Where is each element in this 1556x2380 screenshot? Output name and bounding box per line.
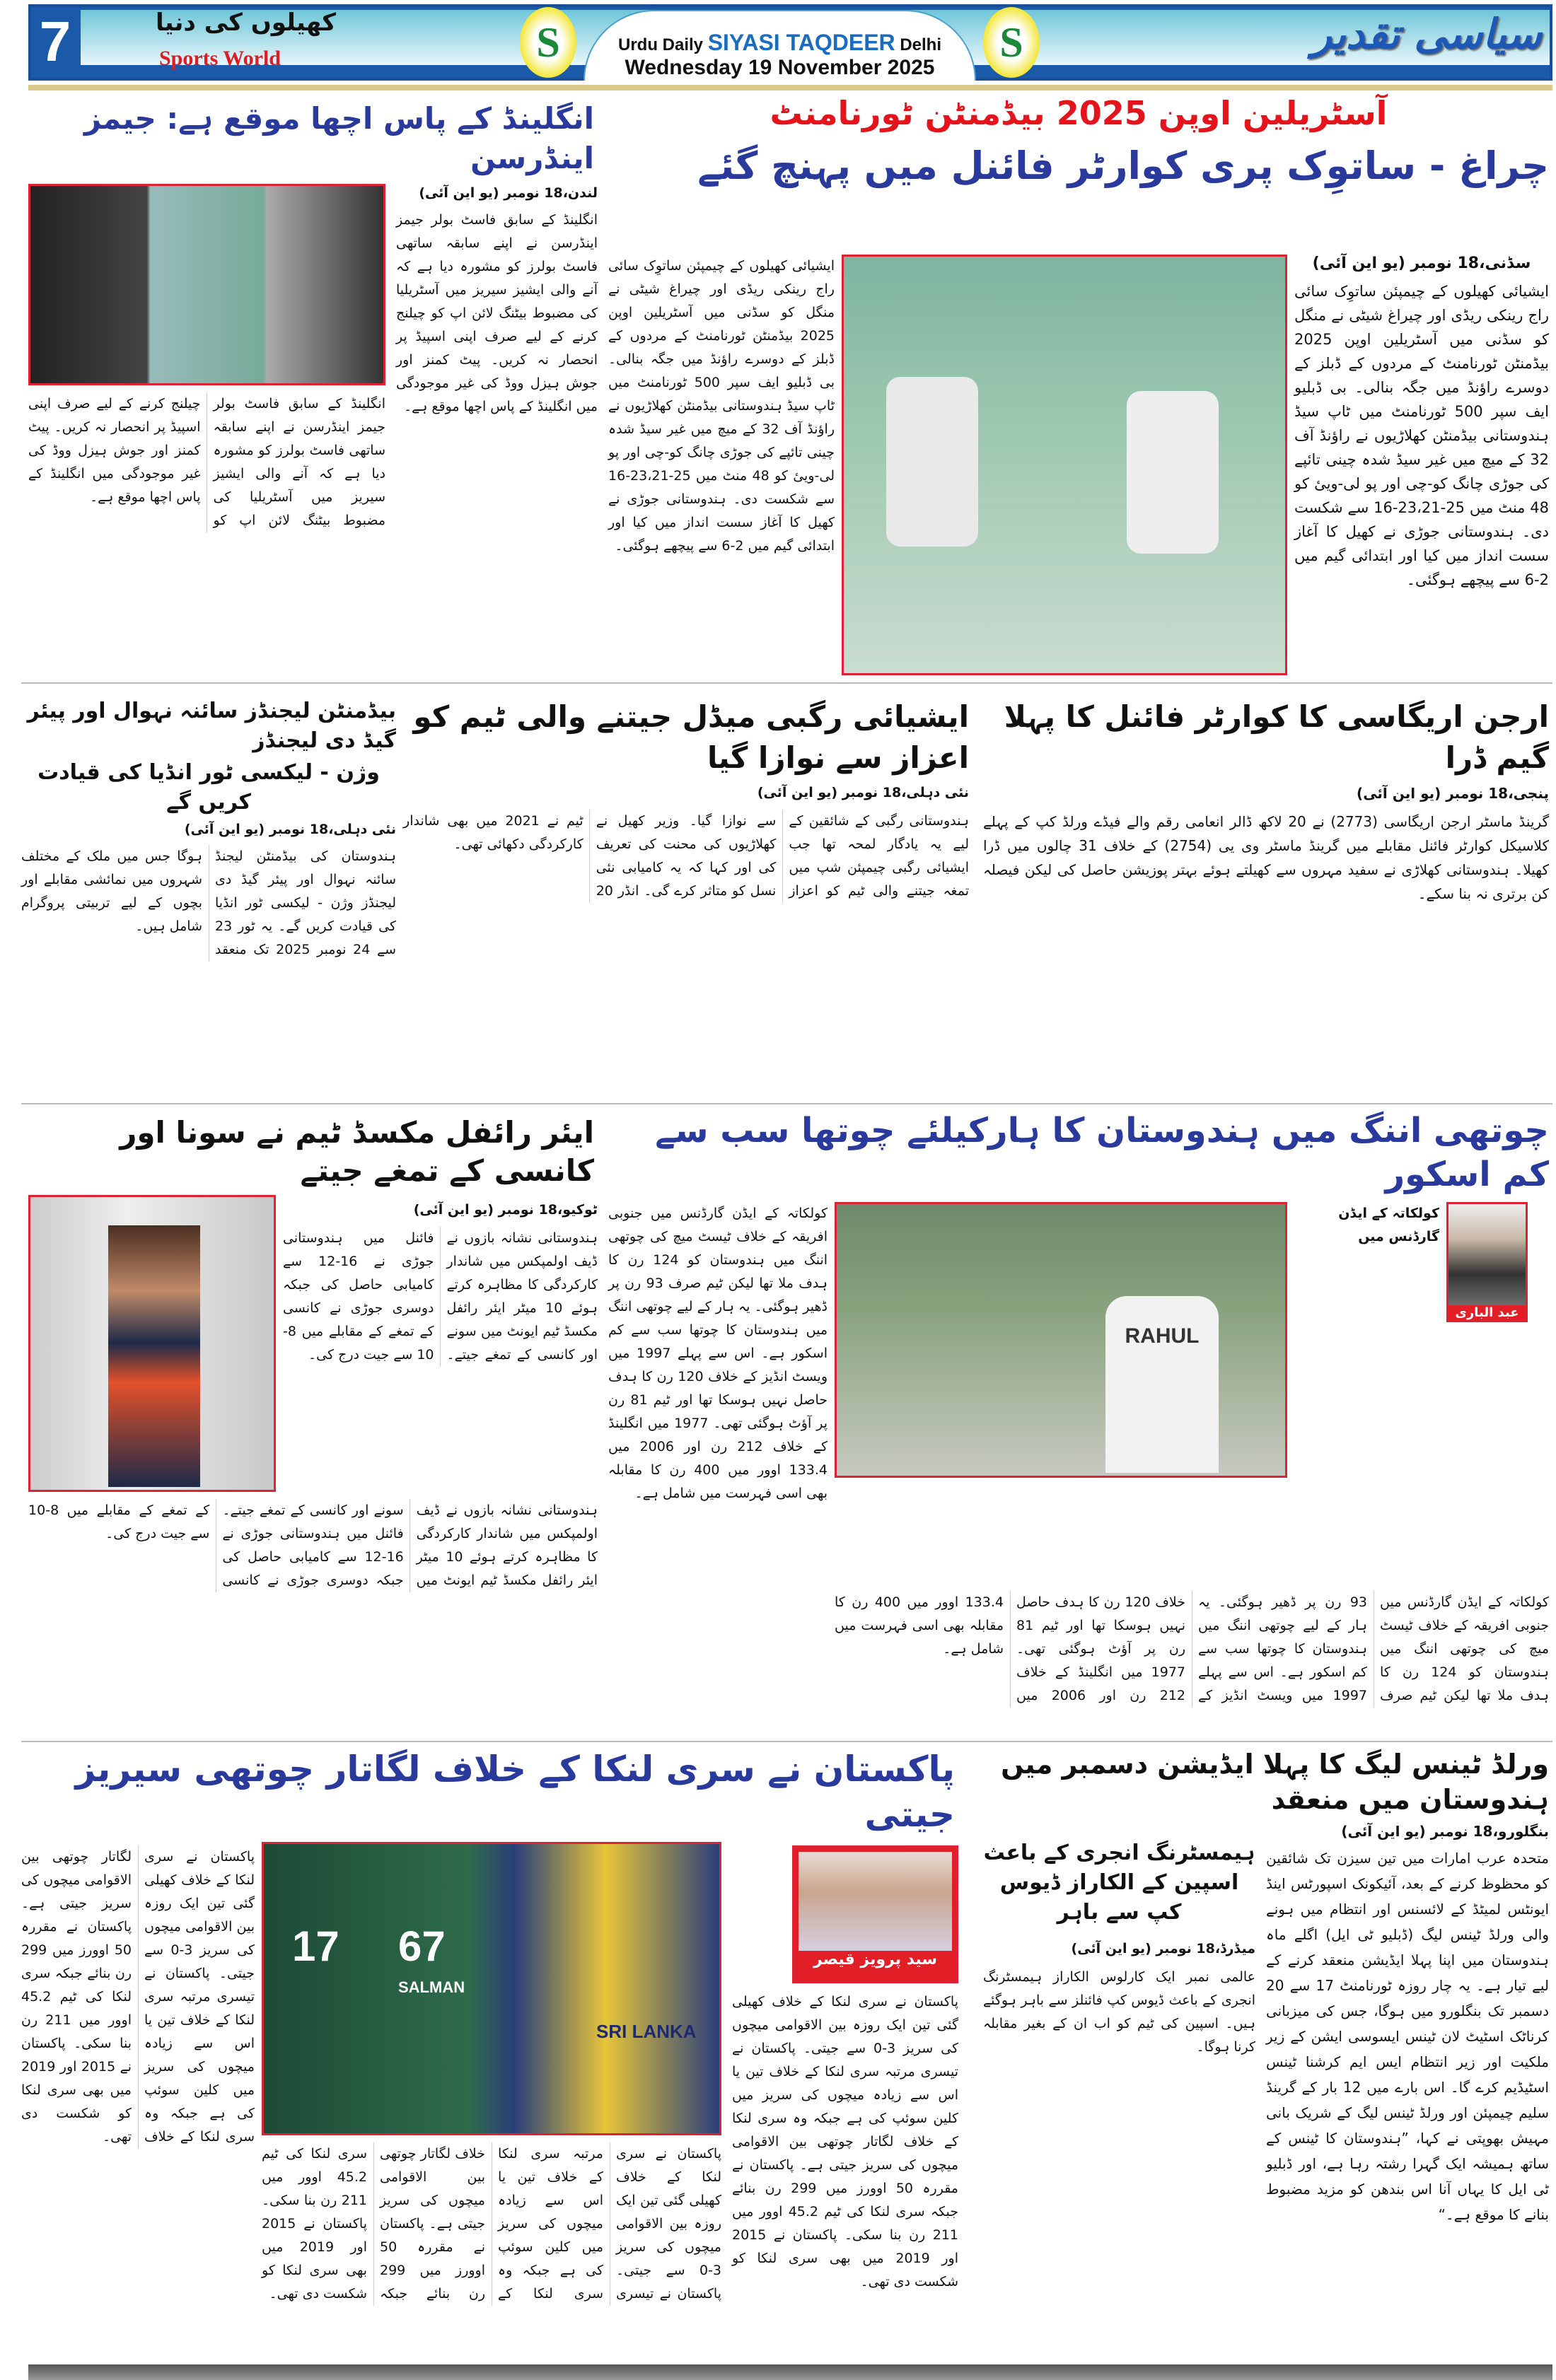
divider [21,1741,1552,1742]
jersey-number: 67 [398,1923,446,1970]
jersey-name: SALMAN [398,1978,465,1996]
player-figure [886,377,978,547]
footer-bar [28,2364,1552,2380]
player-figure [1127,391,1219,554]
article-body: ایشیائی کھیلوں کے چیمپئن ساتوِک سائی راج رینکی ریڈی اور چیراغ شیٹی نے منگل کو سڈنی میں آسٹریلین اوپن 2025 بیڈمنٹن ٹورنامنٹ کے مردوں کے ڈبلز کے دوسرے راؤنڈ میں جگہ بنالی۔ بی ڈبلیو ایف سپر 500 ٹورنامنٹ میں ٹاپ سیڈ ہندوستانی بیڈمنٹن کھلاڑیوں نے راؤنڈ آف 32 کے میچ میں غیر سیڈ شدہ چینی تائپے کی جوڑی چانگ کو-چی اور پو لی-وییٔ کو 48 منٹ میں 25-23،21-16 سے شکست دی۔ ہندوستانی جوڑی نے کھیل کا آغاز سست انداز میں کیا اور ابتدائی گیم میں 2-6 سے پیچھے ہوگئی۔ [1294,283,1549,588]
article-body: پاکستان نے سری لنکا کے خلاف کھیلی گئی تین ایک روزہ بین الاقوامی میچوں کی سریز 3-0 سے جیتی۔ پاکستان نے تیسری مرتبہ سری لنکا کے خلاف تین یا اس سے زیادہ میچوں کی سریز میں کلین سوئپ کی ہے جبکہ وہ سری لنکا کے خلاف لگاتار چوتھی بین الاقوامی میچوں کی سریز جیتی ہے۔ پاکستان نے مقررہ 50 اوورز میں 299 رن بنائے جبکہ سری لنکا کی ٹیم 45.2 اوور میں 211 رن بنا سکی۔ پاکستان نے 2015 اور 2019 میں بھی سری لنکا کو شکست دی تھی۔ [21,1849,255,2145]
article-body: گرینڈ ماسٹر ارجن اریگاسی (2773) نے 20 لاکھ ڈالر انعامی رقم والے فیڈے ورلڈ کپ کے پہلے کلاسیکل کوارٹر فائنل مقابلے میں گرینڈ ماسٹر وی یی (2754) کے خلاف 31 چالوں میں ڈرا کھیلا۔ ہندوستانی کھلاڑی نے سفید مہروں سے کھیلتے ہوئے بہتر پوزیشن حاصل کی لیکن فیصلہ کن برتری نہ بنا سکے۔ [983,813,1549,902]
dateline: نئی دہلی،18 نومبر (یو این آئی) [184,822,396,837]
prefix: Urdu Daily [617,35,704,54]
dateline: سڈنی،18 نومبر (یو این آئی) [1312,255,1531,272]
article-body: ایشیائی کھیلوں کے چیمپئن ساتوِک سائی راج رینکی ریڈی اور چیراغ شیٹی نے منگل کو سڈنی میں آسٹریلین اوپن 2025 بیڈمنٹن ٹورنامنٹ کے مردوں کے ڈبلز کے دوسرے راؤنڈ میں جگہ بنالی۔ بی ڈبلیو ایف سپر 500 ٹورنامنٹ میں ٹاپ سیڈ ہندوستانی بیڈمنٹن کھلاڑیوں نے راؤنڈ آف 32 کے میچ میں غیر سیڈ شدہ چینی تائپے کی جوڑی چانگ کو-چی اور پو لی-وییٔ کو 48 منٹ میں 25-23،21-16 سے شکست دی۔ ہندوستانی جوڑی نے کھیل کا آغاز سست انداز میں کیا اور ابتدائی گیم میں 2-6 سے پیچھے ہوگئی۔ [608,258,835,554]
article-body: کولکاتہ کے ایڈن گارڈنس میں جنوبی افریقہ کے خلاف ٹیسٹ میچ کی چوتھی اننگ میں ہندوستان کو 124 رن کا ہدف ملا تھا لیکن ٹیم صرف 93 رن پر ڈھیر ہوگئی۔ یہ ہار کے لیے چوتھی اننگ میں ہندوستان کا چوتھا سب سے کم اسکور ہے۔ اس سے پہلے 1997 میں ویسٹ انڈیز کے خلاف 120 رن کا ہدف حاصل نہیں ہوسکا تھا اور ٹیم 81 رن پر آؤٹ ہوگئی تھی۔ 1977 میں انگلینڈ کے خلاف 212 رن اور 2006 میں 133.4 اوور میں 400 رن کا مقابلہ بھی اسی فہرست میں شامل ہے۔ [835,1594,1549,1703]
article-body: ہندوستانی رگبی کے شائقین کے لیے یہ یادگار لمحہ تھا جب ایشیائی رگبی چیمپئن شپ میں تمغہ جیتنے والی ٹیم کو اعزاز سے نوازا گیا۔ وزیر کھیل نے کھلاڑیوں کی محنت کی تعریف کی اور کہا کہ یہ کامیابی نئی نسل کو متاثر کرے گی۔ انڈر 20 ٹیم نے 2021 میں بھی شاندار کارکردگی دکھائی تھی۔ [403,813,969,899]
newspaper-title-urdu: سیاسی تقدیر [1312,10,1542,58]
article-body: ہندوستانی نشانہ بازوں نے ڈیف اولمپکس میں شاندار کارکردگی کا مظاہرہ کرتے ہوئے 10 میٹر ایئر رائفل مکسڈ ٹیم ایونٹ میں سونے اور کانسی کے تمغے جیتے۔ فائنل میں ہندوستانی جوڑی نے 16-12 سے کامیابی حاصل کی جبکہ دوسری جوڑی نے کانسی کے تمغے کے مقابلے میں 8-10 سے جیت درج کی۔ [28,1503,598,1588]
headline: ارجن اریگاسی کا کوارٹر فائنل کا پہلا گیم ڈرا [1004,699,1549,775]
dateline: کولکاتہ کے ایڈن گارڈنس میں [1338,1206,1439,1244]
cricket-team-photo [835,1202,1287,1478]
dateline: میڈرڈ،18 نومبر (یو این آئی) [1071,1941,1255,1956]
dateline: پنجی،18 نومبر (یو این آئی) [1357,785,1549,802]
article-body: عالمی نمبر ایک کارلوس الکاراز ہیمسٹرنگ انجری کے باعث ڈیوس کپ فائنلز سے باہر ہوگئے ہیں۔ اسپین کی ٹیم کو اب ان کے بغیر مقابلہ کرنا ہوگا۔ [983,1969,1255,2055]
athlete-figure [108,1225,200,1487]
issue-date: Wednesday 19 November 2025 [625,56,935,79]
author-photo [792,1845,958,1983]
headline: ایشیائی رگبی میڈل جیتنے والی ٹیم کو اعزاز سے نوازا گیا [413,699,969,775]
author-photo [1446,1202,1528,1322]
article-body: انگلینڈ کے سابق فاسٹ بولر جیمز اینڈرسن نے اپنے سابقہ ساتھی فاسٹ بولرز کو مشورہ دیا ہے کہ آنے والی ایشیز سیریز میں آسٹریلیا کی مضبوط بیٹنگ لائن اپ کو چیلنج کرنے کے لیے صرف اپنی اسپیڈ پر انحصار نہ کریں۔ پیٹ کمنز اور جوش ہیزل ووڈ کی غیر موجودگی میں انگلینڈ کے پاس اچھا موقع ہے۔ [396,212,598,414]
masthead-center [584,10,976,81]
section-title-english: Sports World [159,47,281,70]
cricket-photo [28,184,385,385]
dateline: نئی دہلی،18 نومبر (یو این آئی) [757,785,969,800]
jersey-label: RAHUL [1105,1296,1219,1473]
author-name: عبد الباری [1448,1305,1526,1320]
article-body: متحدہ عرب امارات میں تین سیزن تک شائقین کو محظوظ کرنے کے بعد، آئیکونک اسپورٹس اینڈ ایونٹس لمیٹڈ کے لائسنس اور انتظام میں ہونے والی ورلڈ ٹینس لیگ (ڈبلیو ٹی ایل) اگلے ماہ ہندوستان میں اپنا پہلا ایڈیشن منعقد کرنے کے لیے تیار ہے۔ یہ چار روزہ ٹورنامنٹ 17 سے 20 دسمبر تک بنگلورو میں ہوگا، جس کی میزبانی کرناٹک اسٹیٹ لان ٹینس ایسوسی ایشن کے زیر ملکیت اور زیر انتظام ایس ایم کرشنا ٹینس اسٹیڈیم کرے گا۔ اس بارے میں 12 بار کے گرینڈ سلیم چیمپئن اور ورلڈ ٹینس لیگ کے شریک بانی مہیش بھوپتی نے کہا، ”ہندوستان کا ٹینس کے ساتھ ہمیشہ ایک گہرا رشتہ رہا ہے، اور ڈبلیو ٹی ایل کا یہاں آنا اس بندھن کو مزید مضبوط بنانے کا موقع ہے۔“ [1266,1850,1549,2223]
headline: چوتھی اننگ میں ہندوستان کا ہارکیلئے چوتھا سب سے کم اسکور [655,1111,1549,1194]
divider [21,1103,1552,1104]
article-body: ہندوستان کی بیڈمنٹن لیجنڈ سائنہ نہوال اور پیئر گیڈ دی لیجنڈز وژن - لیکسی ٹور انڈیا کی قیادت کریں گے۔ یہ ٹور 23 سے 24 نومبر 2025 تک منعقد ہوگا جس میں ملک کے مختلف شہروں میں نمائشی مقابلے اور بچوں کے لیے تربیتی پروگرام شامل ہیں۔ [21,848,396,957]
headline: پاکستان نے سری لنکا کے خلاف لگاتار چوتھی سیریز جیتی [75,1749,955,1835]
article-body: پاکستان نے سری لنکا کے خلاف کھیلی گئی تین ایک روزہ بین الاقوامی میچوں کی سریز 3-0 سے جیتی۔ پاکستان نے تیسری مرتبہ سری لنکا کے خلاف تین یا اس سے زیادہ میچوں کی سریز میں کلین سوئپ کی ہے جبکہ وہ سری لنکا کے خلاف لگاتار چوتھی بین الاقوامی میچوں کی سریز جیتی ہے۔ پاکستان نے مقررہ 50 اوورز میں 299 رن بنائے جبکہ سری لنکا کی ٹیم 45.2 اوور میں 211 رن بنا سکی۔ پاکستان نے 2015 اور 2019 میں بھی سری لنکا کو شکست دی تھی۔ [262,2146,721,2302]
article-body: ہندوستانی نشانہ بازوں نے ڈیف اولمپکس میں شاندار کارکردگی کا مظاہرہ کرتے ہوئے 10 میٹر ایئر رائفل مکسڈ ٹیم ایونٹ میں سونے اور کانسی کے تمغے جیتے۔ فائنل میں ہندوستانی جوڑی نے 16-12 سے کامیابی حاصل کی جبکہ دوسری جوڑی نے کانسی کے تمغے کے مقابلے میں 8-10 سے جیت درج کی۔ [283,1230,598,1363]
author-name: سید پرویز قیصر [799,1951,952,1968]
headline-line-2: وژن - لیکسی ٹور انڈیا کی قیادت کریں گے [37,760,380,815]
author-portrait [799,1852,952,1951]
shooter-photo [28,1195,276,1492]
headline: ایئر رائفل مکسڈ ٹیم نے سونا اور کانسی کے تمغے جیتے [120,1115,594,1188]
jersey-name: SRI LANKA [596,2021,697,2042]
headline-line-1: بیڈمنٹن لیجنڈز سائنہ نہوال اور پیئر گیڈ دی لیجنڈز [27,699,396,753]
article-body: کولکاتہ کے ایڈن گارڈنس میں جنوبی افریقہ کے خلاف ٹیسٹ میچ کی چوتھی اننگ میں ہندوستان کو 124 رن کا ہدف ملا تھا لیکن ٹیم صرف 93 رن پر ڈھیر ہوگئی۔ یہ ہار کے لیے چوتھی اننگ میں ہندوستان کا چوتھا سب سے کم اسکور ہے۔ اس سے پہلے 1997 میں ویسٹ انڈیز کے خلاف 120 رن کا ہدف حاصل نہیں ہوسکا تھا اور ٹیم 81 رن پر آؤٹ ہوگئی تھی۔ 1977 میں انگلینڈ کے خلاف 212 رن اور 2006 میں 133.4 اوور میں 400 رن کا مقابلہ بھی اسی فہرست میں شامل ہے۔ [608,1206,828,1501]
badminton-photo [842,255,1287,675]
kicker: آسٹریلین اوپن 2025 بیڈمنٹن ٹورنامنٹ [770,94,1388,132]
divider [21,682,1552,684]
dateline: ٹوکیو،18 نومبر (یو این آئی) [413,1202,598,1218]
divider [28,85,1552,91]
section-title-urdu: کھیلوں کی دنیا [156,8,337,37]
article-body: پاکستان نے سری لنکا کے خلاف کھیلی گئی تین ایک روزہ بین الاقوامی میچوں کی سریز 3-0 سے جیتی۔ پاکستان نے تیسری مرتبہ سری لنکا کے خلاف تین یا اس سے زیادہ میچوں کی سریز میں کلین سوئپ کی ہے جبکہ وہ سری لنکا کے خلاف لگاتار چوتھی بین الاقوامی میچوں کی سریز جیتی ہے۔ پاکستان نے مقررہ 50 اوورز میں 299 رن بنائے جبکہ سری لنکا کی ٹیم 45.2 اوور میں 211 رن بنا سکی۔ پاکستان نے 2015 اور 2019 میں بھی سری لنکا کو شکست دی تھی۔ [732,1994,958,2289]
headline: چراغ - ساتوِک پری کوارٹر فائنل میں پہنچ گئے [697,144,1549,188]
page-number: 7 [39,10,71,73]
dateline: لندن،18 نومبر (یو این آئی) [419,185,598,201]
headline: انگلینڈ کے پاس اچھا موقع ہے: جیمز اینڈرسن [84,101,594,175]
sub-headline: ہیمسٹرنگ انجری کے باعث اسپین کے الکاراز ڈیوس کپ سے باہر [983,1841,1255,1925]
headline: ورلڈ ٹینس لیگ کا پہلا ایڈیشن دسمبر میں ہندوستان میں منعقد [1001,1749,1549,1815]
dateline: بنگلورو،18 نومبر (یو این آئی) [1341,1823,1549,1840]
pakistan-srilanka-photo [262,1842,721,2135]
newspaper-logo-right: S [983,7,1040,78]
city: Delhi [900,35,941,54]
brand-name: SIYASI TAQDEER [707,30,895,55]
newspaper-logo-left: S [520,7,576,78]
jersey-number: 17 [292,1923,339,1970]
article-body: انگلینڈ کے سابق فاسٹ بولر جیمز اینڈرسن نے اپنے سابقہ ساتھی فاسٹ بولرز کو مشورہ دیا ہے کہ آنے والی ایشیز سیریز میں آسٹریلیا کی مضبوط بیٹنگ لائن اپ کو چیلنج کرنے کے لیے صرف اپنی اسپیڈ پر انحصار نہ کریں۔ پیٹ کمنز اور جوش ہیزل ووڈ کی غیر موجودگی میں انگلینڈ کے پاس اچھا موقع ہے۔ [28,396,385,528]
